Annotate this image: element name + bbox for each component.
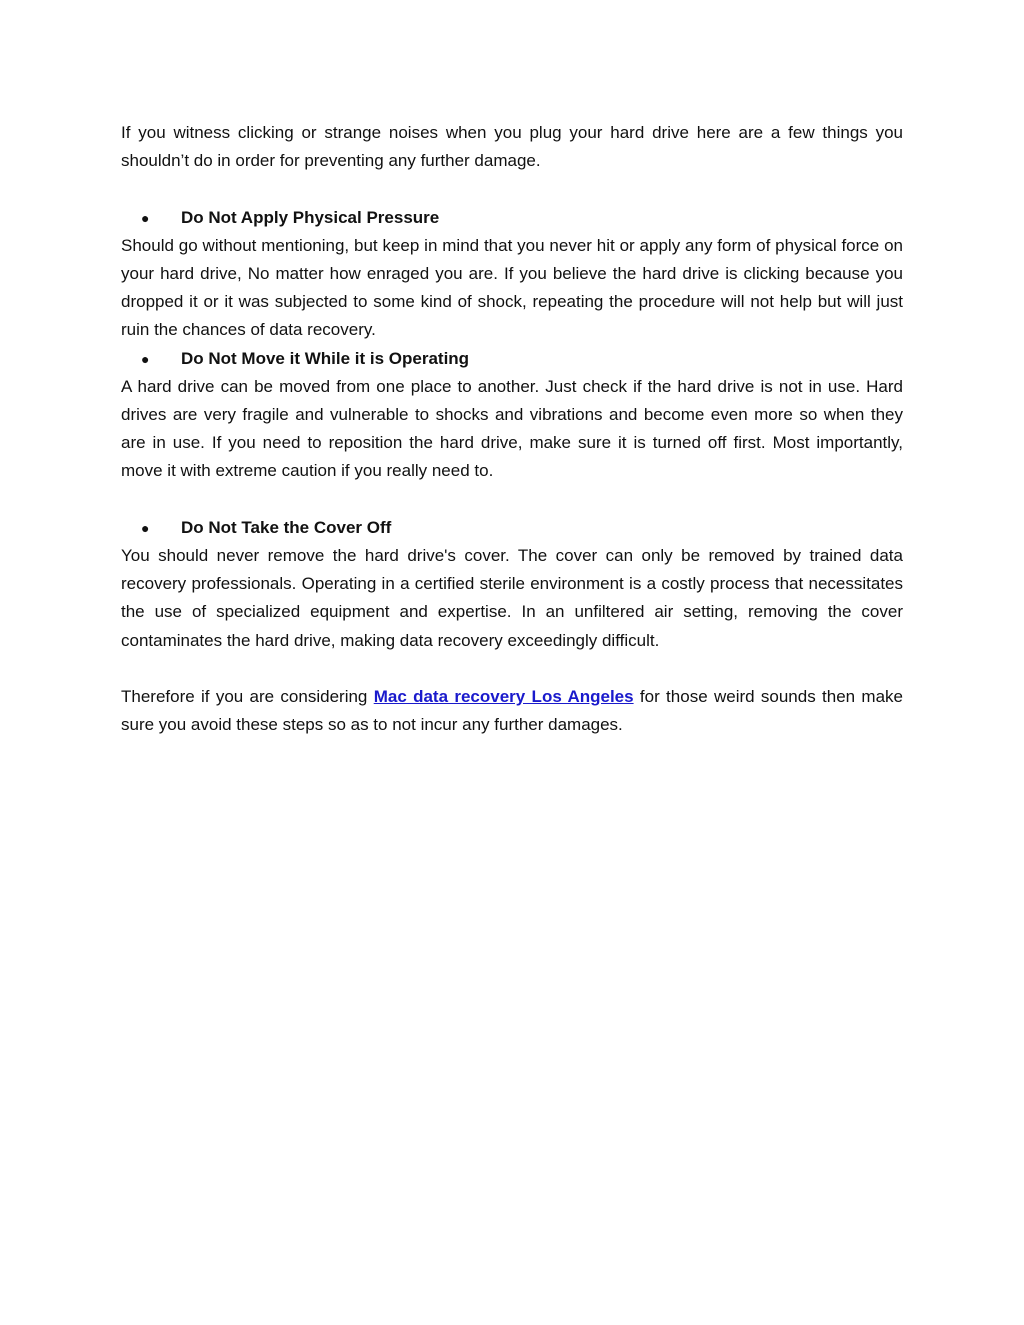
section-body: You should never remove the hard drive's cover. The cover can only be removed by trained data recovery professionals. Operating in a certified sterile environment is a costly process that necessitates the use of specialized equipment and expertise. In an unfiltered air setting, removing the cover contaminates the hard drive, making data recovery exceedingly difficult. [121, 546, 903, 650]
conclusion-text-after: for those weird sounds then make sure you avoid these steps so as to not incur any further damages. [121, 687, 903, 735]
bullet-icon: ● [141, 350, 150, 367]
spacer [121, 655, 903, 683]
spacer [121, 486, 903, 514]
bullet-item-move-while-operating [121, 345, 903, 373]
section-heading: Do Not Move it While it is Operating [181, 348, 470, 368]
bullet-item-physical-pressure [121, 204, 903, 232]
bullet-icon: ● [141, 519, 150, 536]
bullet-item-cover-off [121, 514, 903, 542]
spacer [121, 175, 903, 203]
mac-data-recovery-link[interactable]: Mac data recovery Los Angeles [373, 687, 634, 707]
bullet-icon: ● [141, 209, 150, 226]
section-heading: Do Not Take the Cover Off [181, 517, 392, 537]
section-body: A hard drive can be moved from one place to another. Just check if the hard drive is not in use. Hard drives are very fragile and vulnerable to shocks and vibrations and become even more so when they are in use. If you need to reposition the hard drive, make sure it is turned off first. Most importantly, move it with extreme caution if you really need to. [121, 376, 903, 481]
conclusion-paragraph [121, 683, 903, 739]
intro-paragraph: If you witness clicking or strange noises when you plug your hard drive here are a few things you shouldn’t do in order for preventing any further damage. [121, 123, 903, 171]
section-body: Should go without mentioning, but keep in mind that you never hit or apply any form of physical force on your hard drive, No matter how enraged you are. If you believe the hard drive is clicking because you dropped it or it was subjected to some kind of shock, repeating the procedure will not help but will just ruin the chances of data recovery. [121, 235, 903, 340]
document-page [121, 119, 903, 739]
conclusion-text-before: Therefore if you are considering [121, 687, 374, 707]
section-heading: Do Not Apply Physical Pressure [181, 207, 440, 227]
